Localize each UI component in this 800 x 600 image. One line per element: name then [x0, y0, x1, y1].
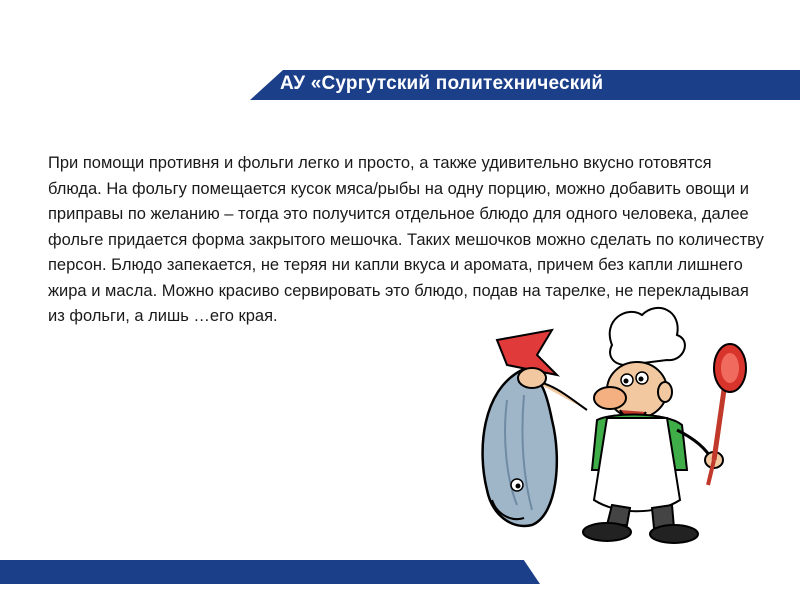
header-title: АУ «Сургутский политехнический: [280, 73, 604, 94]
body-text: При помощи противня и фольги легко и просто, а также удивительно вкусно готовятся блюда. На фольгу помещается кусок мяса/рыбы на одну порцию, можно добавить овощи и приправы по желанию – тогда это получится отдельное блюдо для одного человека, далее фольге придается форма закрытого мешочка. Таких мешочков можно сделать по количеству персон. Блюдо запекается, не теряя ни капли вкуса и аромата, причем без капли лишнего жира и масла. Можно красиво сервировать это блюдо, подав на тарелке, не перекладывая из фольги, а лишь …его края.: [48, 154, 764, 325]
footer-band: [0, 560, 540, 584]
chef-with-fish-illustration: [462, 300, 762, 550]
